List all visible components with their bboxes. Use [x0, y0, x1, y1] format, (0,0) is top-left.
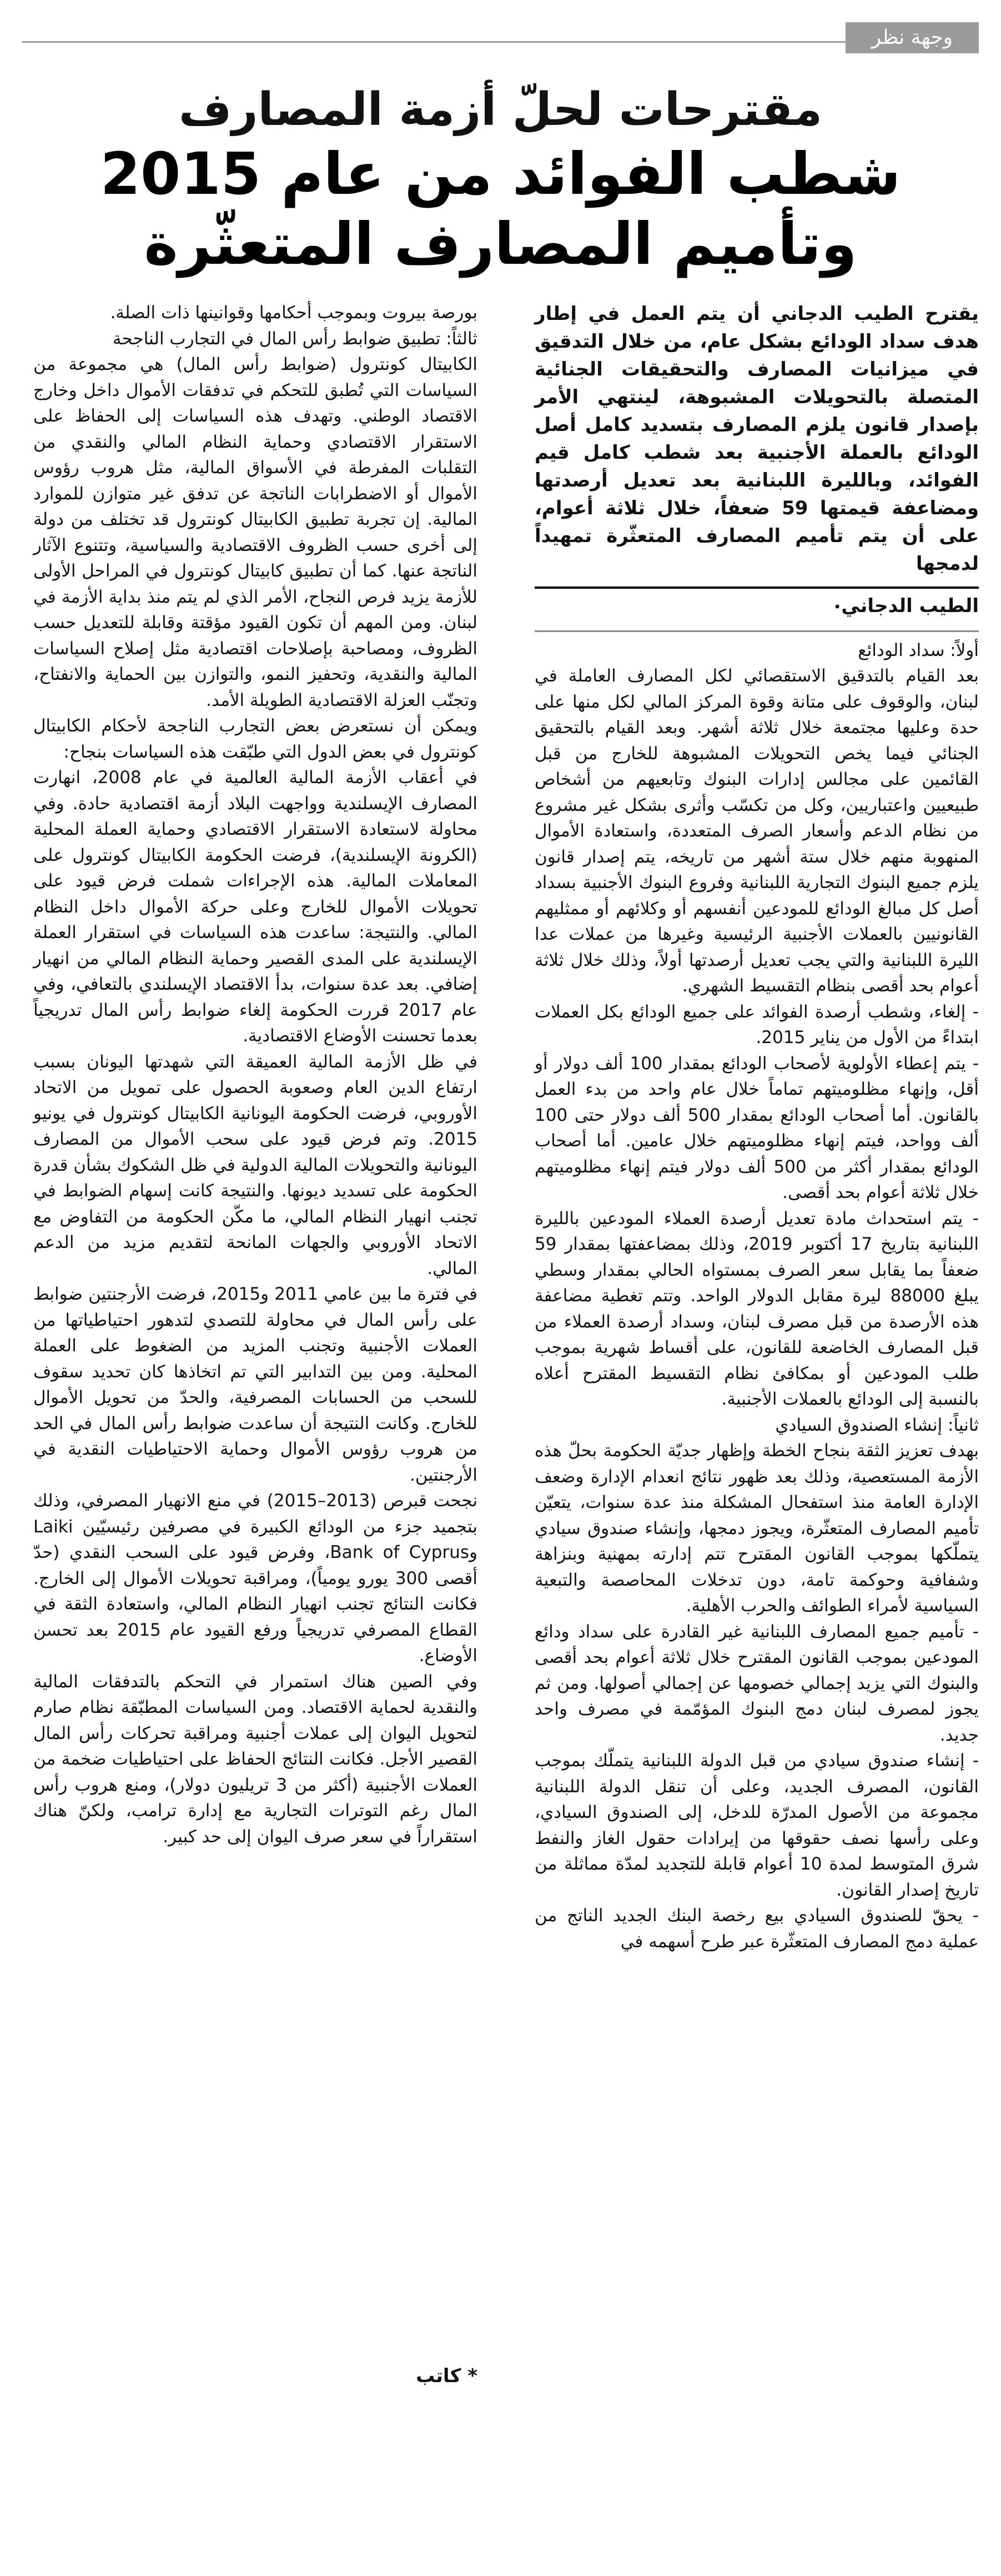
body-paragraph: ويمكن أن نستعرض بعض التجارب الناجحة لأحكام الكابيتال كونترول في بعض الدول التي طبّقت هذه السياسات بنجاح:: [33, 716, 477, 762]
body-paragraph: - يحقّ للصندوق السيادي بيع رخصة البنك الجديد الناتج من عملية دمج المصارف المتعثّرة عبر طرح أسهمه في: [535, 1906, 979, 1952]
section-divider: [22, 41, 979, 43]
body-paragraph: - يتم إعطاء الأولوية لأصحاب الودائع بمقدار 100 ألف دولار أو أقل، وإنهاء مظلوميتهم تماماً خلال عام واحد من بدء العمل بالقانون. أما أصحاب الودائع بمقدار 500 ألف دولار حتى 100 ألف وواحد، فيتم إنهاء مظلوميتهم خلال عامين. أما أصحاب الودائع بمقدار أكثر من 500 ألف دولار فيتم إنهاء مظلوميتهم خلال ثلاثة أعوام بحد أقصى.: [535, 1053, 979, 1203]
body-paragraph: - تأميم جميع المصارف اللبنانية غير القادرة على سداد ودائع المودعين بموجب القانون المقترح خلال ثلاثة أعوام بحد أقصى والبنوك التي يزيد إجمالي خصومها عن إجمالي أصولها. ومن ثم يجوز لمصرف لبنان دمج البنوك المؤمّمة في مصرف واحد جديد.: [535, 1621, 979, 1745]
article-kicker: مقترحات لحلّ أزمة المصارف: [178, 83, 822, 136]
author-footnote: * كاتب: [416, 2365, 477, 2387]
body-paragraph: بعد القيام بالتدقيق الاستقصائي لكل المصارف العاملة في لبنان، والوقوف على متانة وقوة المركز المالي لكل منها على حدة وعليها مجتمعة خلال ثلاثة أشهر. وبعد القيام بالتحقيق الجنائي فيما يخص التحويلات المشبوهة للخارج من قبل القائمين على مجالس إدارات البنوك وتابعيهم من أشخاص طبيعيين واعتباريين، وكل من تكسّب وأثرى بشكل غير مشروع من نظام الدعم وأسعار الصرف المتعددة، واستعادة الأموال المنهوبة منهم خلال ستة أشهر من تاريخه، يتم إصدار قانون يلزم جميع البنوك التجارية اللبنانية وفروع البنوك الأجنبية بسداد أصل كل مبالغ الودائع للمودعين أنفسهم أو وكلائهم أو ممثليهم القانونيين بالعملات الأجنبية الرئيسية وغيرها من عملات عدا الليرة اللبنانية والتي يجب تعديل أرصدتها أولاً، وذلك خلال ثلاثة أعوام بحد أقصى بنظام التقسيط الشهري.: [535, 666, 979, 996]
section-heading: أولاً: سداد الودائع: [858, 640, 979, 660]
headline-line-1: شطب الفوائد من عام 2015: [100, 140, 901, 208]
byline-block: [535, 587, 979, 620]
article-column-right: [535, 300, 979, 1954]
author-byline: الطيب الدجاني: [841, 595, 979, 617]
column-separator: [535, 630, 979, 632]
body-paragraph: - إلغاء، وشطب أرصدة الفوائد على جميع الودائع بكل العملات ابتداءً من الأول من يناير 2015.: [535, 1001, 979, 1048]
body-paragraph: بورصة بيروت وبموجب أحكامها وقوانينها ذات الصلة.: [110, 303, 477, 323]
body-paragraph: في ظل الأزمة المالية العميقة التي شهدتها اليونان بسبب ارتفاع الدين العام وصعوبة الحصول على تمويل من الاتحاد الأوروبي، فرضت الحكومة اليونانية الكابيتال كونترول في يونيو 2015. وتم فرض قيود على سحب الأموال من المصارف اليونانية والتحويلات المالية الدولية في ظل الشكوك بشأن قدرة الحكومة على تسديد ديونها. والنتيجة كانت إسهام الضوابط في تجنب انهيار النظام المالي، ما مكّن الحكومة من التفاوض مع الاتحاد الأوروبي والجهات المانحة لتقديم مزيد من الدعم المالي.: [33, 1051, 477, 1279]
body-paragraph: الكابيتال كونترول (ضوابط رأس المال) هي مجموعة من السياسات التي تُطبق للتحكم في تدفقات الأموال داخل وخارج الاقتصاد الوطني. وتهدف هذه السياسات إلى الحفاظ على الاستقرار الاقتصادي وحماية النظام المالي والنقدي من التقلبات المفرطة في الأسواق المالية، مثل هروب رؤوس الأموال أو الاضطرابات الناتجة عن تدفق غير متوازن للموارد المالية. إن تجربة تطبيق الكابيتال كونترول قد تختلف من دولة إلى أخرى حسب الظروف الاقتصادية والسياسية، وتتنوع الآثار الناتجة عنها. كما أن تطبيق كابيتال كونترول في المراحل الأولى للأزمة يزيد فرص النجاح، الأمر الذي لم يتم منذ بداية الأزمة في لبنان. ومن المهم أن تكون القيود مؤقتة وقابلة للتعديل حسب الظروف، ومصاحبة بإصلاحات اقتصادية مثل إصلاح السياسات المالية والنقدية، وتحفيز النمو، والتوازن بين الحماية والانفتاح، وتجنّب العزلة الاقتصادية الطويلة الأمد.: [33, 354, 477, 710]
body-paragraph: - إنشاء صندوق سيادي من قبل الدولة اللبنانية يتملّك بموجب القانون، المصرف الجديد، وعلى أن تنقل الدولة اللبنانية مجموعة من الأصول المدرّة للدخل، إلى الصندوق السيادي، وعلى رأسها نصف حقوقها من إيرادات حقول الغاز والنفط شرق المتوسط لمدة 10 أعوام قابلة للتجديد لمدّة مماثلة من تاريخ إصدار القانون.: [535, 1751, 979, 1900]
body-paragraph: بهدف تعزيز الثقة بنجاح الخطة وإظهار جديّة الحكومة بحلّ هذه الأزمة المستعصية، وذلك بعد ظهور نتائج انعدام الإدارة وضعف الإدارة العامة منذ استفحال المشكلة منذ عدة سنوات، يتعيّن تأميم المصارف المتعثّرة، ويجوز دمجها، وإنشاء صندوق سيادي يتملّكها بموجب القانون المقترح تتم إدارته بمهنية وبنزاهة وشفافية وحوكمة تامة، دون تدخلات المحاصصة والتبعية السياسية لأمراء الطوائف والحرب الأهلية.: [535, 1441, 979, 1616]
article-lead: يقترح الطيب الدجاني أن يتم العمل في إطار هدف سداد الودائع بشكل عام، من خلال التدقيق في ميزانيات المصارف والتحقيقات الجنائية المتصلة بالتحويلات المشبوهة، لينتهي الأمر بإصدار قانون يلزم المصارف بتسديد كامل أصل الودائع بالعملة الأجنبية بعد شطب كامل قيم الفوائد، وبالليرة اللبنانية بعد تعديل أرصدتها ومضاعفة قيمتها 59 ضعفاً، خلال ثلاثة أعوام، على أن يتم تأميم المصارف المتعثّرة تمهيداً لدمجها: [535, 303, 979, 575]
body-paragraph: - يتم استحداث مادة تعديل أرصدة العملاء المودعين بالليرة اللبنانية بتاريخ 17 أكتوبر 2019، وذلك بمضاعفتها بمقدار 59 ضعفاً بما يقابل سعر الصرف بمستواه الحالي بمقدار وسطي يبلغ 88000 ليرة مقابل الدولار الواحد. وتتم تغطية مضاعفة هذه الأرصدة من قبل مصرف لبنان، وسداد أرصدة العملاء من قبل المصارف الخاضعة للقانون، على أقساط شهرية بموجب طلب المودعين أو بمكافئ نظام التقسيط المقترح أعلاه بالنسبة إلى الودائع بالعملات الأجنبية.: [535, 1208, 979, 1410]
article-column-left: [33, 300, 477, 1850]
section-heading: ثالثاً: تطبيق ضوابط رأس المال في التجارب الناجحة: [112, 328, 477, 349]
article-headline: [0, 139, 1001, 279]
body-paragraph: في أعقاب الأزمة المالية العالمية في عام 2008، انهارت المصارف الإيسلندية وواجهت البلاد أزمة اقتصادية حادة. وفي محاولة لاستعادة الاستقرار الاقتصادي وحماية العملة المحلية (الكرونة الإيسلندية)، فرضت الحكومة الكابيتال كونترول على المعاملات المالية. هذه الإجراءات شملت فرض قيود على تحويلات الأموال للخارج وعلى حركة الأموال داخل النظام المالي. والنتيجة: ساعدت هذه السياسات في استقرار العملة الإيسلندية على المدى القصير وحماية النظام المالي من انهيار إضافي. بعد عدة سنوات، بدأ الاقتصاد الإيسلندي بالتعافي، وفي عام 2017 قررت الحكومة إلغاء ضوابط رأس المال تدريجياً بعدما تحسنت الأوضاع الاقتصادية.: [33, 768, 477, 1046]
body-paragraph: نجحت قبرص (2013–2015) في منع الانهيار المصرفي، وذلك بتجميد جزء من الودائع الكبيرة في مصرفين رئيسيّين Laiki وBank of Cyprus، وفرض قيود على السحب النقدي (حدّ أقصى 300 يورو يومياً)، ومراقبة تحويلات الأموال إلى الخارج. فكانت النتائج تجنب انهيار النظام المالي، واستعادة الثقة في القطاع المصرفي تدريجياً ورفع القيود عام 2015 بعد تحسن الأوضاع.: [33, 1491, 478, 1666]
headline-line-2: وتأميم المصارف المتعثّرة: [144, 210, 857, 278]
section-rubric: وجهة نظر: [846, 22, 979, 53]
byline-bullet: •: [833, 599, 842, 615]
body-paragraph: وفي الصين هناك استمرار في التحكم بالتدفقات المالية والنقدية لحماية الاقتصاد. ومن السياسات المطبّقة نظام صارم لتحويل اليوان إلى عملات أجنبية ومراقبة تحركات رأس المال القصير الأجل. فكانت النتائج الحفاظ على احتياطيات ضخمة من العملات الأجنبية (أكثر من 3 تريليون دولار)، ومنع هروب رأس المال رغم التوترات التجارية مع إدارة ترامب، ولكنّ هناك استقراراً في سعر صرف اليوان إلى حد كبير.: [33, 1671, 477, 1847]
body-paragraph: في فترة ما بين عامي 2011 و2015، فرضت الأرجنتين ضوابط على رأس المال في محاولة للتصدي لتدهور احتياطياتها من العملات الأجنبية وتجنب المزيد من الضغوط على العملة المحلية. ومن بين التدابير التي تم اتخاذها كان تحديد سقوف للسحب من الحسابات المصرفية، والحدّ من تحويل الأموال للخارج. وكانت النتيجة أن ساعدت ضوابط رأس المال في الحد من هروب رؤوس الأموال وحماية الاحتياطيات النقدية في الأرجنتين.: [33, 1284, 477, 1485]
section-heading: ثانياً: إنشاء الصندوق السيادي: [775, 1415, 979, 1435]
